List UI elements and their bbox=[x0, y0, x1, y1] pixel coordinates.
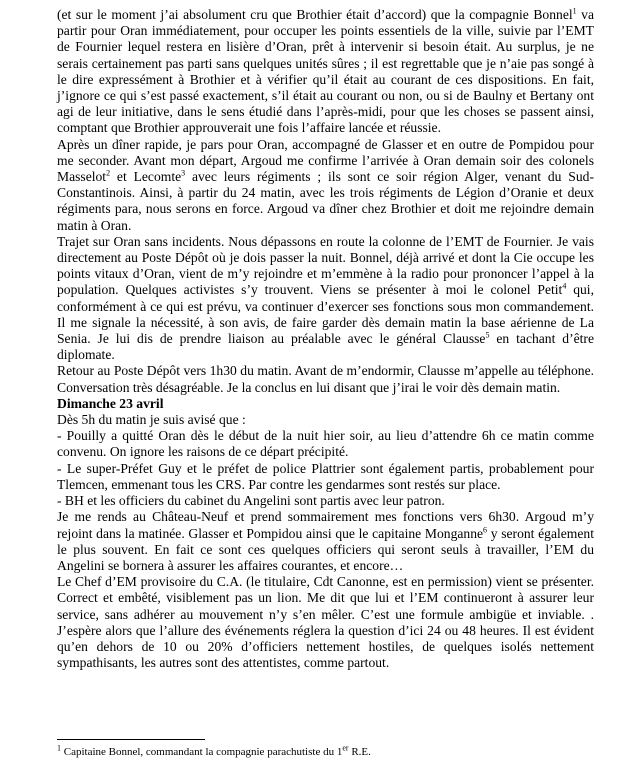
text-run: - Pouilly a quitté Oran dès le début de la nuit hier soir, au lieu d’attendre 6h ce matin comme convenu. On ignore les raisons de ce départ précipité. bbox=[57, 428, 594, 460]
paragraph bbox=[57, 7, 594, 137]
paragraph bbox=[57, 461, 594, 493]
footnote-reference: 1 bbox=[572, 6, 577, 16]
paragraph bbox=[57, 363, 594, 395]
text-run: (et sur le moment j’ai absolument cru que Brothier était d’accord) que la compagnie Bonnel bbox=[57, 7, 573, 22]
text-run: avec leurs régiments ; ils sont ce soir région Alger, venant du Sud-Constantinois. Ainsi, à partir du 24 matin, avec les trois régiments de Légion d’Oranie et deux régiments para, nous serons en force. Argoud va dîner chez Brothier et doit me rejoindre demain matin à Oran. bbox=[57, 169, 594, 233]
paragraph bbox=[57, 574, 594, 671]
text-run: Dimanche 23 avril bbox=[57, 395, 164, 411]
footnote-reference: 2 bbox=[106, 168, 111, 178]
text-run: Dès 5h du matin je suis avisé que : bbox=[57, 412, 246, 428]
footnote-text-before: Capitaine Bonnel, commandant la compagnie parachutiste du 1 bbox=[61, 746, 343, 758]
text-run: Je me rends au Château-Neuf et prend sommairement mes fonctions vers 6h30. Argoud m’y rejoint dans la matinée. Glasser et Pompidou ainsi que le capitaine Monganne bbox=[57, 509, 594, 541]
footnote-reference: 4 bbox=[562, 281, 567, 291]
text-run: - Le super-Préfet Guy et le préfet de police Plattrier sont également partis, probablement pour Tlemcen, emmenant tous les CRS. Par contre les gendarmes sont restés sur place. bbox=[57, 460, 594, 492]
paragraph bbox=[57, 509, 594, 574]
text-run: Trajet sur Oran sans incidents. Nous dépassons en route la colonne de l’EMT de Fournier. Je vais directement au Poste Dépôt où je dois passer la nuit. Bonnel, déjà arrivé et dont la Cie occupe les points vitaux d’Oran, vient de m’y rejoindre et m’emmène à la radio pour prononcer l’appel à la population. Quelques activistes s’y trouvent. Viens se présenter à moi le colonel Petit bbox=[57, 233, 594, 298]
footnote-reference: 6 bbox=[483, 524, 488, 534]
paragraph bbox=[57, 234, 594, 364]
section-heading bbox=[57, 396, 594, 412]
footnote-1 bbox=[57, 743, 371, 759]
text-run: en tachant d’être diplomate. bbox=[57, 331, 594, 363]
text-run: Le Chef d’EM provisoire du C.A. (le titulaire, Cdt Canonne, est en permission) vient se présenter. Correct et embêté, visiblement pas un lion. Me dit que lui et l’EM continueront à assurer leur service, sans adhérer au mouvement n’y s’en mêler. C’est une formule ambigüe et inviable. . J’espère alors que l’allure des événements réglera la question d’ici 24 ou 48 heures. Il est évident qu’en dehors de 10 ou 20% d’officiers nettement hostiles, de quelques isolés nettement sympathisants, les autres sont des attentistes, comme partout. bbox=[57, 574, 594, 671]
text-run: Retour au Poste Dépôt vers 1h30 du matin. Avant de m’endormir, Clausse m’appelle au téléphone. Conversation très désagréable. Je la conclus en lui disant que j’irai le voir dès demain matin. bbox=[57, 363, 594, 395]
paragraph bbox=[57, 428, 594, 460]
footnote-reference: 3 bbox=[181, 168, 186, 178]
text-run: - BH et les officiers du cabinet du Angelini sont partis avec leur patron. bbox=[57, 493, 445, 509]
footnote-reference: 5 bbox=[485, 330, 490, 340]
text-run: y seront également le plus souvent. En fait ce sont ces quelques officiers qui seront seuls à travailler, l’EM du Angelini se bornera à assurer les affaires courantes, et encore… bbox=[57, 525, 594, 573]
footnote-text-after: R.E. bbox=[348, 746, 371, 758]
paragraph bbox=[57, 137, 594, 234]
footnote-separator bbox=[57, 739, 205, 740]
text-run: et Lecomte bbox=[110, 169, 182, 185]
footnote-ordinal: er bbox=[342, 743, 349, 753]
text-run: Après un dîner rapide, je pars pour Oran, accompagné de Glasser et en outre de Pompidou pour me seconder. Avant mon départ, Argoud me confirme l’arrivée à Oran demain soir des colonels Masselot bbox=[57, 136, 594, 185]
text-run: qui, conformément à ce qui est prévu, va continuer d’exercer ses fonctions sous mon commandement. Il me signale la nécessité, à son avis, de faire garder dès demain matin la base aérienne de La Senia. Je lui dis de prendre liaison au préalable avec le général Clausse bbox=[57, 282, 594, 347]
footnote-marker: 1 bbox=[57, 743, 61, 753]
text-run: va partir pour Oran immédiatement, pour occuper les points essentiels de la ville, suivie par l’EMT de Fournier lequel restera en lisière d’Oran, prêt à intervenir si besoin était. Au surplus, je ne serais certainement pas parti sans quelques unités sûres ; il est regrettable que je n’aie pas songé à le dire expressément à Brothier et à vérifier qu’il était au courant de ces dispositions. En fait, j’ignore ce qui s’est passé exactement, s’il était au courant ou non, ou si de Baulny et Bertany ont agi de leur initiative, dans le sens étudié dans l’après-midi, pour que les choses se passent ainsi, comptant que Brothier approuverait une fois l’affaire lancée et réussie. bbox=[57, 7, 595, 136]
body-text bbox=[57, 7, 594, 671]
paragraph bbox=[57, 412, 594, 428]
paragraph bbox=[57, 493, 594, 509]
